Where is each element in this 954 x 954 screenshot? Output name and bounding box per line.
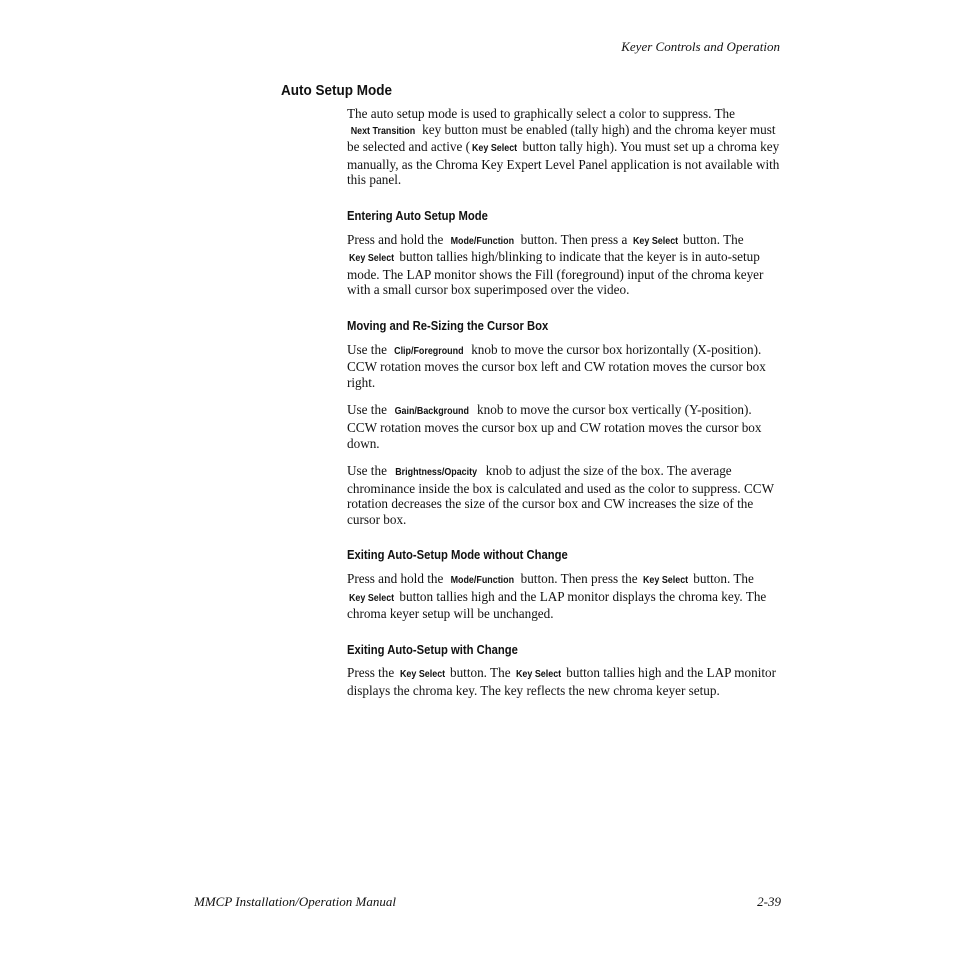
control-name-brightness-opacity: Brightness/Opacity (395, 466, 478, 479)
control-name-key-select: Key Select (642, 574, 688, 587)
control-name-gain-background: Gain/Background (394, 405, 470, 418)
text-run: knob to adjust the size of the box. The average chrominance inside the box is calculated and used as the color to suppress. CCW rotation decreases the size of the cursor box and CW increases the size of the cursor box. (347, 463, 774, 527)
text-run: button. The (446, 665, 514, 681)
moving-paragraph-3 (347, 463, 781, 527)
running-header: Keyer Controls and Operation (621, 39, 780, 54)
subsection-title-exit-no-change: Exiting Auto-Setup Mode without Change (347, 548, 568, 563)
control-name-mode-function: Mode/Function (450, 574, 514, 587)
body-column (347, 106, 781, 699)
entering-paragraph (347, 232, 781, 298)
moving-paragraph-2 (347, 402, 781, 451)
text-run: Press the (347, 665, 398, 681)
exit-change-paragraph (347, 665, 781, 698)
text-run: button. Then press the (517, 571, 641, 587)
text-run: button tallies high and the LAP monitor displays the chroma key. The chroma keyer setup will be unchanged. (347, 588, 767, 622)
text-run: key button must be enabled (tally high) and the chroma keyer must be selected and active ( (347, 121, 776, 155)
section-title: Auto Setup Mode (281, 82, 392, 99)
text-run: Use the (347, 463, 391, 479)
text-run: Use the (347, 341, 391, 357)
page-number: 2-39 (757, 894, 781, 909)
intro-paragraph (347, 106, 781, 188)
text-run: Press and hold the (347, 571, 447, 587)
control-name-key-select: Key Select (399, 668, 445, 681)
text-run: knob to move the cursor box horizontally (X-position). CCW rotation moves the cursor box left and CW rotation moves the cursor box right. (347, 341, 766, 390)
subsection-title-exit-change: Exiting Auto-Setup with Change (347, 642, 518, 657)
control-name-key-select: Key Select (515, 668, 561, 681)
text-run: button tallies high/blinking to indicate that the keyer is in auto-setup mode. The LAP monitor shows the Fill (foreground) input of the chroma keyer with a small cursor box superimposed over the video. (347, 249, 764, 298)
text-run: button tallies high and the LAP monitor displays the chroma key. The key reflects the new chroma keyer setup. (347, 665, 777, 699)
text-run: Use the (347, 402, 391, 418)
running-footer (194, 894, 781, 910)
control-name-key-select: Key Select (632, 234, 678, 247)
control-name-key-select: Key Select (348, 591, 395, 604)
control-name-key-select: Key Select (348, 252, 395, 265)
text-run: button. The (689, 571, 754, 587)
text-run: knob to move the cursor box vertically (Y-position). CCW rotation moves the cursor box up and CW rotation moves the cursor box down. (347, 402, 762, 451)
subsection-title-moving: Moving and Re-Sizing the Cursor Box (347, 318, 549, 333)
control-name-key-select: Key Select (472, 142, 518, 155)
manual-title: MMCP Installation/Operation Manual (194, 894, 396, 909)
exit-no-change-paragraph (347, 571, 781, 622)
control-name-clip-foreground: Clip/Foreground (394, 344, 464, 357)
text-run: button. The (679, 231, 744, 247)
text-run: button tally high). You must set up a chroma key manually, as the Chroma Key Expert Level Panel application is not available with this panel. (347, 139, 780, 188)
subsection-title-entering: Entering Auto Setup Mode (347, 208, 488, 223)
moving-paragraph-1 (347, 342, 781, 391)
control-name-next-transition: Next Transition (350, 124, 416, 137)
text-run: button. Then press a (517, 231, 631, 247)
control-name-mode-function: Mode/Function (450, 234, 514, 247)
text-run: Press and hold the (347, 231, 447, 247)
text-run: The auto setup mode is used to graphically select a color to suppress. The (347, 106, 735, 121)
